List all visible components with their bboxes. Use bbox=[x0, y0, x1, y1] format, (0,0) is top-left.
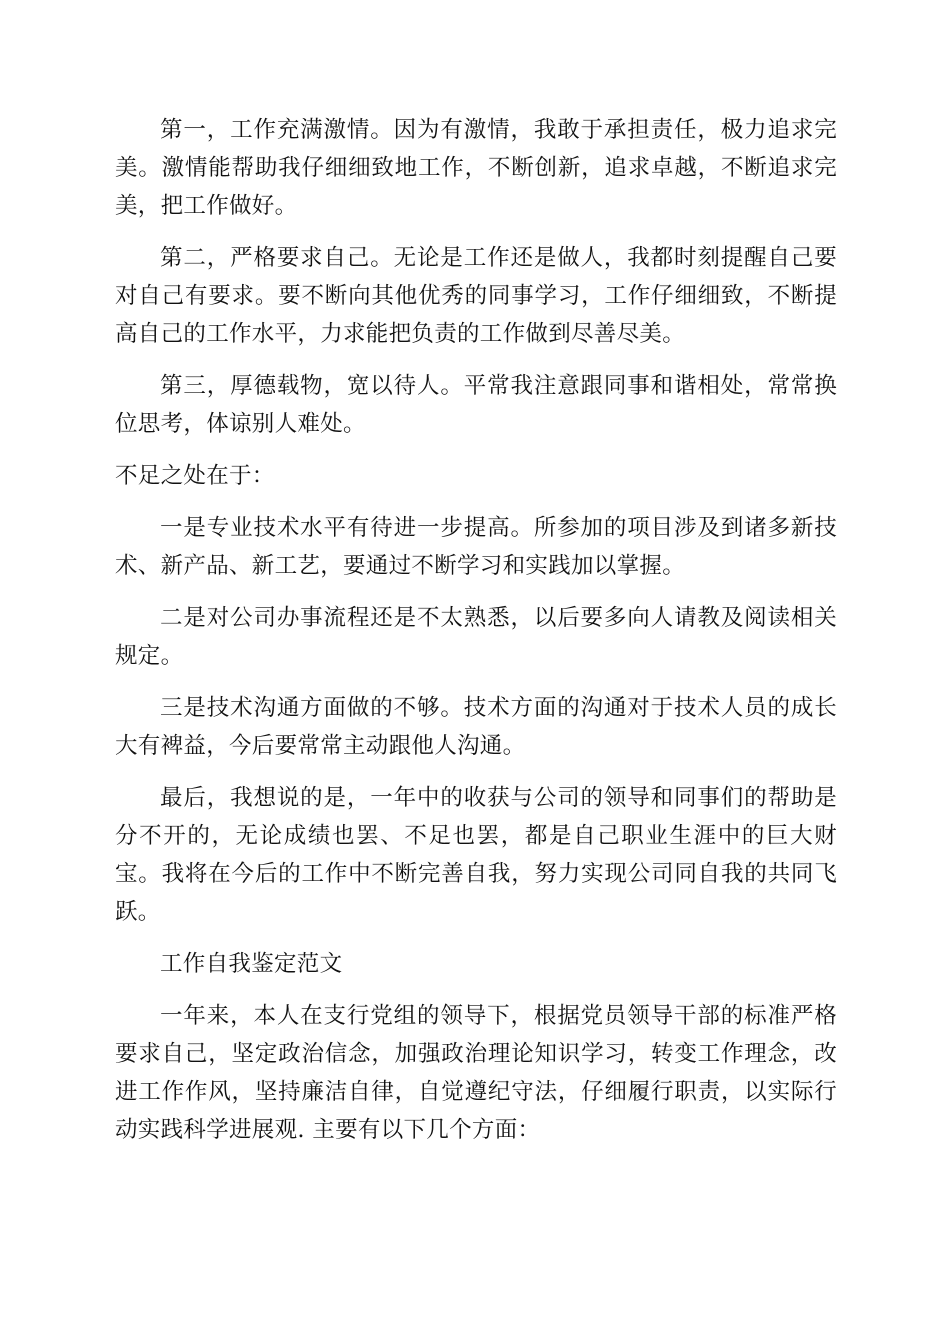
section-title: 工作自我鉴定范文 bbox=[160, 951, 343, 977]
document-page bbox=[115, 111, 837, 1163]
paragraph-shortcoming-two: 二是对公司办事流程还是不太熟悉，以后要多向人请教及阅读相关规定。 bbox=[115, 605, 837, 669]
paragraph-first-point: 第一，工作充满激情。因为有激情，我敢于承担责任，极力追求完美。激情能帮助我仔细细致地工作，不断创新，追求卓越，不断追求完美，把工作做好。 bbox=[115, 117, 837, 219]
paragraph-second-point: 第二，严格要求自己。无论是工作还是做人，我都时刻提醒自己要对自己有要求。要不断向其他优秀的同事学习，工作仔细细致，不断提高自己的工作水平，力求能把负责的工作做到尽善尽美。 bbox=[115, 245, 837, 347]
paragraph-third-point: 第三，厚德载物，宽以待人。平常我注意跟同事和谐相处，常常换位思考，体谅别人难处。 bbox=[115, 373, 837, 437]
paragraph-shortcoming-one: 一是专业技术水平有待进一步提高。所参加的项目涉及到诸多新技术、新产品、新工艺，要通过不断学习和实践加以掌握。 bbox=[115, 515, 837, 579]
paragraph-conclusion: 最后，我想说的是，一年中的收获与公司的领导和同事们的帮助是分不开的，无论成绩也罢、不足也罢，都是自己职业生涯中的巨大财宝。我将在今后的工作中不断完善自我，努力实现公司同自我的共同飞跃。 bbox=[115, 785, 837, 925]
paragraph-shortcomings-heading: 不足之处在于： bbox=[115, 463, 275, 489]
paragraph-shortcoming-three: 三是技术沟通方面做的不够。技术方面的沟通对于技术人员的成长大有裨益，今后要常常主动跟他人沟通。 bbox=[115, 695, 837, 759]
paragraph-section-intro: 一年来，本人在支行党组的领导下，根据党员领导干部的标准严格要求自己，坚定政治信念，加强政治理论知识学习，转变工作理念，改进工作作风，坚持廉洁自律，自觉遵纪守法，仔细履行职责，以实际行动实践科学进展观. 主要有以下几个方面： bbox=[115, 1003, 837, 1143]
